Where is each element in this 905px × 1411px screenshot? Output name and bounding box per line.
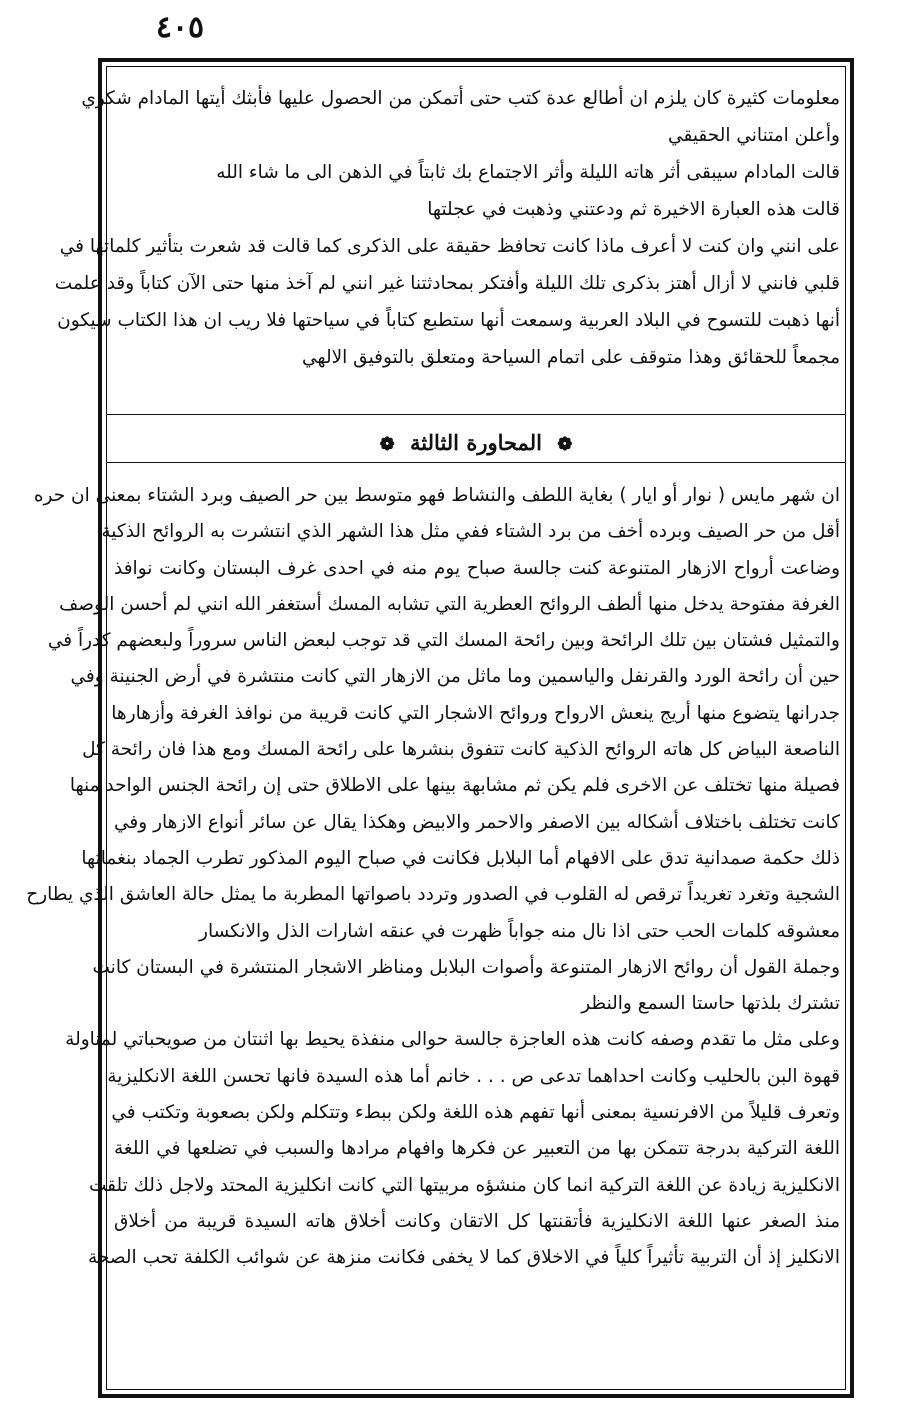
page-number: ٤٠٥ [155,10,205,45]
text-line: مجمعاً للحقائق وهذا متوقف على اتمام السياحة ومتعلق بالتوفيق الالهي [302,347,840,368]
text-line: جدرانها يتضوع منها أريج ينعش الارواح وروائح الاشجار التي كانت قريبة من نوافذ الغرفة وأزهارها [111,702,840,724]
text-line: الشجية وتغرد تغريداً ترقص له القلوب في الصدور وتردد باصواتها المطربة ما يمثل حالة العاشق الذي يطارح [26,884,840,906]
text-line: أنها ذهبت للتسوح في البلاد العربية وسمعت أنها ستطبع كتاباً في سياحتها فلا ريب ان هذا الكتاب سيكون [57,310,840,331]
text-line: قالت المادام سيبقى أثر هاته الليلة وأثر الاجتماع بك ثابتاً في الذهن الى ما شاء الله [216,162,840,183]
text-line: معلومات كثيرة كان يلزم ان أطالع عدة كتب حتى أتمكن من الحصول عليها فأبثك أيتها المادام شكري [81,88,840,109]
section-heading [106,420,846,476]
text-line: والتمثيل فشتان بين تلك الرائحة وبين رائحة المسك التي قد توجب لبعض الناس سروراً ولبعضهم كدراً في [47,630,840,652]
ornament-icon: ❁ [557,434,573,455]
heading-rule-bottom [106,462,846,463]
text-line: ذلك حكمة صمدانية تدق على الافهام أما البلابل فكانت في صباح اليوم المذكور تطرب الجماد بنغماتها [81,847,840,869]
text-line: على انني وان كنت لا أعرف ماذا كانت تحافظ حقيقة على الذكرى كما قالت قد شعرت بتأثير كلماتها في [59,236,840,257]
text-line: الانكليزية زيادة عن اللغة التركية انما كان منشؤه مربيتها التي كانت انكليزية المحتد ولاجل ذلك تلقت [88,1174,840,1196]
text-line: وتعرف قليلاً من الافرنسية بمعنى أنها تفهم هذه اللغة ولكن ببطء وتتكلم ولكن بصعوبة وتكتب في [111,1102,840,1124]
text-line: وعلى مثل ما تقدم وصفه كانت هذه العاجزة جالسة حوالى منفذة يحيط بها اثنتان من صويحباتي لمناولة [65,1029,840,1051]
text-line: معشوقه كلمات الحب حتى اذا نال منه جواباً ظهرت في عنقه اشارات الذل والانكسار [199,920,840,942]
text-line: قلبي فانني لا أزال أهتز بذكرى تلك الليلة وأفتكر بمحادثتنا غير انني لم آخذ منها حتى الآن كتاباً وقد علمت [54,273,840,294]
text-line: منذ الصغر عنها اللغة الانكليزية فأتقنتها كل الاتقان وكانت أخلاق هاته السيدة قريبة من أخلاق [114,1210,840,1232]
section-two-text [26,478,840,1277]
text-line: حين أن رائحة الورد والقرنفل والياسمين وما ماثل من الازهار التي كانت منتشرة في أرض الجنينة وفي [70,666,840,688]
text-line: وأعلن امتناني الحقيقي [668,125,840,146]
text-line: ان شهر مايس ( نوار أو ايار ) بغاية اللطف والنشاط فهو متوسط بين حر الصيف وبرد الشتاء بمعنى ان حره [33,485,840,506]
text-line: الناصعة البياض كل هاته الروائح الذكية كانت تتفوق بنشرها على رائحة المسك ومع هذا فان رائحة كل [82,739,840,761]
ornament-icon: ❁ [379,434,395,455]
text-line: الغرفة مفتوحة يدخل منها ألطف الروائح العطرية التي تشابه المسك أستغفر الله انني لم أحسن الوصف [59,593,840,615]
section-heading-group [372,430,581,455]
text-line: تشترك بلذتها حاستا السمع والنظر [581,993,840,1015]
section-one-text [54,80,840,376]
text-line: قالت هذه العبارة الاخيرة ثم ودعتني وذهبت في عجلتها [427,199,840,220]
text-line: فصيلة منها تختلف عن الاخرى فلم يكن ثم مشابهة بينها على الاطلاق حتى إن رائحة الجنس الواحد منها [69,775,840,797]
text-line: الانكليز إذ أن التربية تأثيراً كلياً في الاخلاق كما لا يخفى فكانت منزهة عن شوائب الكلفة تحب الصحة [88,1247,840,1269]
text-line: أقل من حر الصيف وبرده أخف من برد الشتاء ففي مثل هذا الشهر الذي انتشرت به الروائح الذكية [101,521,840,543]
text-line: كانت تختلف باختلاف أشكاله بين الاصفر والاحمر والابيض وهكذا يقال عن سائر أنواع الازهار وفي [114,811,840,833]
text-line: وجملة القول أن روائح الازهار المتنوعة وأصوات البلابل ومناظر الاشجار المنتشرة في البستان كانت [92,956,840,978]
section-heading-title: المحاورة الثالثة [410,430,542,455]
text-line: قهوة البن بالحليب وكانت احداهما تدعى ص . . . خانم أما هذه السيدة فانها تحسن اللغة الانكليزية [107,1065,840,1087]
heading-rule-top [106,414,846,415]
text-line: اللغة التركية بدرجة تتمكن بها من التعبير عن فكرها وافهام مرادها والسبب في تضلعها في اللغة [114,1138,840,1160]
text-line: وضاعت أرواح الازهار المتنوعة كنت جالسة صباح يوم منه في احدى غرف البستان وكانت نوافذ [114,557,840,579]
